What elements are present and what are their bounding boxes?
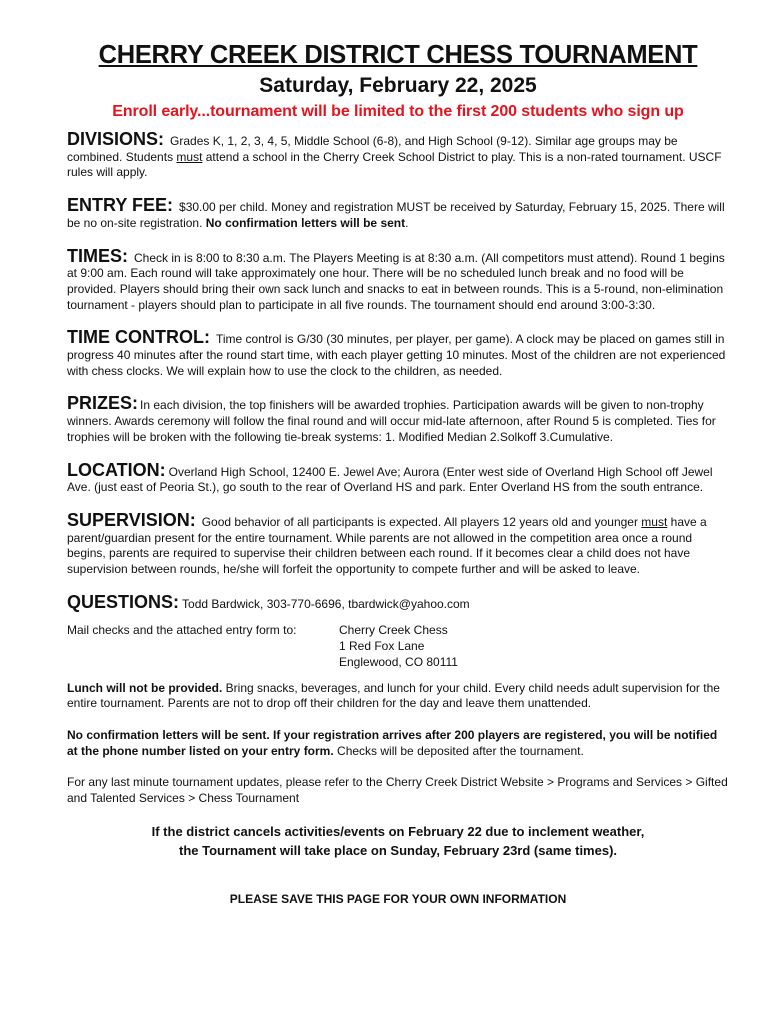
supervision-text-b: have a parent/guardian present for the entire tournament. While parents are not allowed in the competition area once a round begins, parents are required to supervise their children between each round. If it becomes clear a child does not have supervision between rounds, he/she will forfeit the opportunity to compete further and will be asked to leave. <box>67 514 707 577</box>
supervision-heading: SUPERVISION: <box>67 509 196 530</box>
questions-heading: QUESTIONS: <box>67 591 180 612</box>
divisions-section <box>67 129 729 181</box>
supervision-text-a: Good behavior of all participants is expected. All players 12 years old and younger <box>201 514 642 529</box>
times-heading: TIMES: <box>67 245 128 266</box>
divisions-text-must: must <box>176 149 203 164</box>
confirmation-note <box>67 728 729 759</box>
mail-address-line2: 1 Red Fox Lane <box>339 639 425 654</box>
lunch-text: Bring snacks, beverages, and lunch for your child. Every child needs adult supervision for the entire tournament. Parents are not to drop off their children for the day and leave them unattended. <box>67 680 720 711</box>
entry-fee-bold: No confirmation letters will be sent <box>205 215 406 230</box>
mail-label: Mail checks and the attached entry form to: <box>67 623 297 638</box>
confirmation-text: Checks will be deposited after the tournament. <box>333 743 584 758</box>
location-text: Overland High School, 12400 E. Jewel Ave; Aurora (Enter west side of Overland High School off Jewel Ave. (just east of Peoria St.), go south to the rear of Overland HS and park. Enter Overland HS from the south entrance. <box>67 464 713 495</box>
mail-address-line1: Cherry Creek Chess <box>339 623 448 638</box>
save-notice: PLEASE SAVE THIS PAGE FOR YOUR OWN INFORMATION <box>229 891 567 906</box>
time-control-text: Time control is G/30 (30 minutes, per player, per game). A clock may be placed on games still in progress 40 minutes after the round start time, with each player getting 10 minutes. Most of the children are not experienced with chess clocks. We will explain how to use the clock to the children, as needed. <box>67 332 726 378</box>
times-text: Check in is 8:00 to 8:30 a.m. The Players Meeting is at 8:30 a.m. (All competitors must attend). Round 1 begins at 9:00 am. Each round will take approximately one hour. There will be no scheduled lunch break and no food will be provided. Players should bring their own sack lunch and snacks to eat in between rounds. This is a 5-round, non-elimination tournament - players should plan to participate in all five rounds. The tournament should end around 3:00-3:30. <box>67 250 725 312</box>
weather-notice <box>67 822 729 860</box>
lunch-note <box>67 681 729 712</box>
entry-fee-end: . <box>405 215 409 230</box>
prizes-heading: PRIZES: <box>67 393 139 414</box>
enroll-notice: Enroll early...tournament will be limited to the first 200 students who sign up <box>112 103 684 120</box>
weather-line-2: the Tournament will take place on Sunday, February 23rd (same times). <box>178 842 618 858</box>
time-control-section <box>67 327 729 379</box>
mail-address <box>339 623 458 670</box>
tournament-title: CHERRY CREEK DISTRICT CHESS TOURNAMENT <box>98 41 698 69</box>
divisions-text-b: attend a school in the Cherry Creek School District to play. This is a non-rated tournament. USCF rules will apply. <box>67 149 722 180</box>
weather-line-1: If the district cancels activities/events on February 22 due to inclement weather, <box>151 823 645 839</box>
prizes-section <box>67 393 729 445</box>
entry-fee-section <box>67 195 729 231</box>
time-control-heading: TIME CONTROL: <box>67 327 210 348</box>
location-heading: LOCATION: <box>67 459 166 480</box>
mail-address-line3: Englewood, CO 80111 <box>339 654 458 669</box>
lunch-bold: Lunch will not be provided. <box>67 680 223 695</box>
prizes-text: In each division, the top finishers will be awarded trophies. Participation awards will be given to non-trophy winners. Awards ceremony will follow the final round and will occur mid-late afternoon, after Round 5 is completed. Ties for trophies will be broken with the following tie-break systems: 1. Modified Median 2.Solkoff 3.Cumulative. <box>67 398 716 444</box>
divisions-heading: DIVISIONS: <box>67 129 165 149</box>
flyer-page <box>67 38 729 906</box>
questions-text: Todd Bardwick, 303-770-6696, tbardwick@yahoo.com <box>182 596 470 611</box>
location-section <box>67 459 729 496</box>
divisions-text-a: Grades K, 1, 2, 3, 4, 5, Middle School (6-8), and High School (9-12). Similar age groups may be combined. Students <box>67 134 678 164</box>
updates-note: For any last minute tournament updates, please refer to the Cherry Creek District Website > Programs and Services > Gifted and Talented Services > Chess Tournament <box>67 775 728 806</box>
supervision-section <box>67 509 729 578</box>
confirmation-bold: No confirmation letters will be sent. If your registration arrives after 200 players are registered, you will be notified at the phone number listed on your entry form. <box>67 727 718 758</box>
mail-section <box>67 623 729 670</box>
entry-fee-text: $30.00 per child. Money and registration MUST be received by Saturday, February 15, 2025. There will be no on-site registration. <box>67 200 725 230</box>
supervision-text-must: must <box>641 514 668 529</box>
questions-section <box>67 591 729 613</box>
tournament-date: Saturday, February 22, 2025 <box>259 74 537 97</box>
entry-fee-heading: ENTRY FEE: <box>67 195 174 216</box>
times-section <box>67 245 729 314</box>
